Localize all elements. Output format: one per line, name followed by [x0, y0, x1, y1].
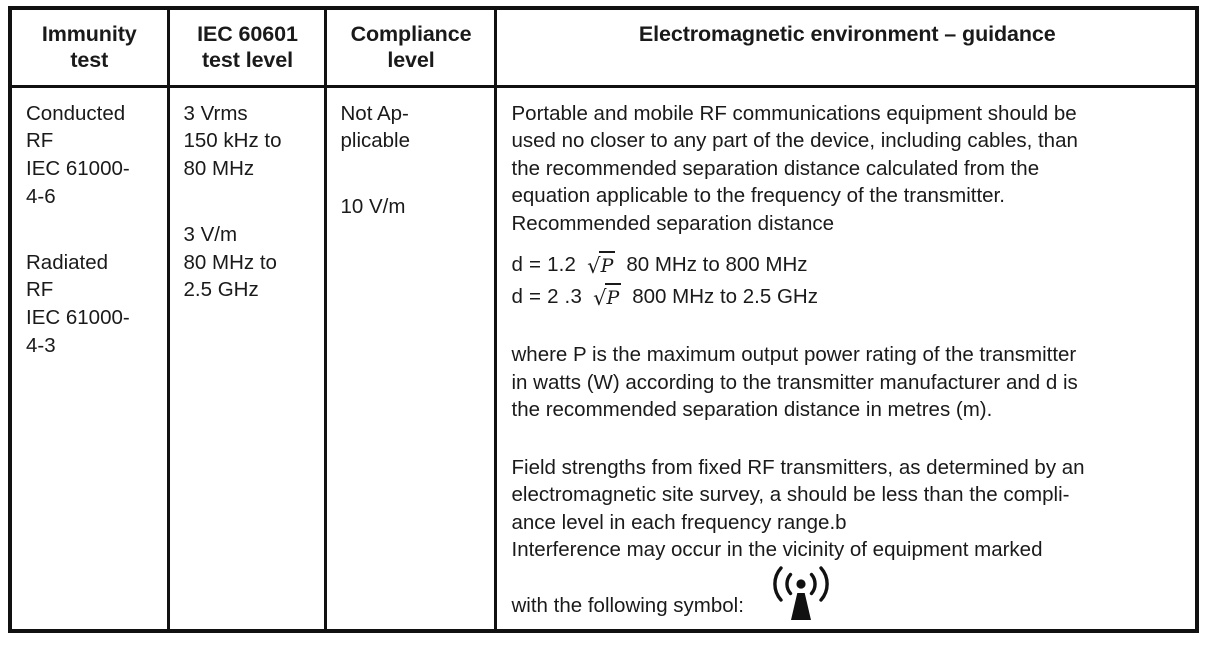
guidance-p2-line-3: the recommended separation distance in metres (m). [511, 398, 993, 422]
column-header-compliance-level [325, 8, 495, 86]
immunity-radiated-line-1: Radiated [26, 250, 109, 274]
immunity-conducted-line-3: IEC 61000- [26, 157, 130, 181]
test-level-radiated-block [184, 221, 318, 304]
column-header-compliance-level-line-1: Compliance [350, 22, 472, 46]
guidance-p2-line-1: where P is the maximum output power rating of the transmitter [511, 342, 1077, 366]
guidance-symbol-row [512, 564, 1186, 620]
formula-2-lhs: d = 2 .3 [511, 285, 583, 309]
emc-immunity-table [8, 6, 1199, 633]
guidance-recommended-heading: Recommended separation distance [511, 211, 834, 235]
column-header-iec-test-level [168, 8, 325, 86]
compliance-radiated-block [341, 193, 488, 221]
column-header-iec-test-level-line-2: test level [201, 48, 294, 73]
guidance-p3-line-2: electromagnetic site survey, a should be less than the compli- [511, 483, 1070, 507]
table-header-row [10, 8, 1197, 86]
guidance-paragraph-3 [512, 454, 1186, 564]
immunity-test-conducted-block [26, 100, 161, 211]
formula-1-range: 80 MHz to 800 MHz [626, 253, 808, 277]
formula-row-2 [512, 282, 1186, 314]
cell-iec-test-level [168, 86, 325, 631]
column-header-em-environment-line-1: Electromagnetic environment – guidance [638, 22, 1056, 46]
emc-immunity-table-container [8, 6, 1199, 633]
immunity-radiated-line-4: 4-3 [26, 333, 56, 357]
test-level-conducted-block [184, 100, 318, 183]
test-level-conducted-line-1: 3 Vrms [183, 101, 248, 125]
compliance-conducted-line-2: plicable [340, 129, 411, 153]
column-header-compliance-level-line-2: level [387, 48, 435, 73]
immunity-test-radiated-block [26, 249, 161, 360]
guidance-p3-line-4: Interference may occur in the vicinity of equipment marked [511, 538, 1043, 562]
immunity-conducted-line-1: Conducted [26, 101, 126, 125]
formula-1-radicand: P [600, 255, 614, 278]
immunity-radiated-line-2: RF [26, 278, 54, 302]
cell-compliance-level [325, 86, 495, 631]
column-header-iec-test-level-line-1: IEC 60601 [197, 22, 298, 46]
column-header-em-environment [495, 8, 1197, 86]
rf-radiation-icon [758, 564, 844, 626]
sqrt-icon-1: √ P [587, 252, 615, 282]
test-level-conducted-line-2: 150 kHz to [183, 129, 282, 153]
formula-2-range: 800 MHz to 2.5 GHz [632, 285, 818, 309]
table-row [10, 86, 1197, 631]
guidance-p2-line-2: in watts (W) according to the transmitter manufacturer and d is [511, 370, 1078, 394]
test-level-radiated-line-2: 80 MHz to [183, 250, 277, 274]
guidance-paragraph-1 [512, 100, 1186, 238]
immunity-radiated-line-3: IEC 61000- [26, 306, 130, 330]
table-header [10, 8, 1197, 86]
formula-2-radicand: P [606, 287, 620, 310]
sqrt-icon-2: √ P [593, 284, 621, 314]
cell-em-environment-guidance [495, 86, 1197, 631]
column-header-immunity-test-line-1: Immunity [41, 22, 137, 46]
guidance-p1-line-2: used no closer to any part of the device, including cables, than [511, 129, 1078, 153]
compliance-conducted-block [341, 100, 488, 156]
guidance-symbol-label: with the following symbol: [511, 594, 744, 618]
guidance-formulas [512, 250, 1186, 314]
immunity-conducted-line-4: 4-6 [26, 184, 56, 208]
guidance-p3-line-1: Field strengths from fixed RF transmitters, as determined by an [511, 455, 1085, 479]
test-level-radiated-line-1: 3 V/m [183, 222, 238, 246]
guidance-p1-line-4: equation applicable to the frequency of the transmitter. [511, 184, 1005, 208]
test-level-conducted-line-3: 80 MHz [183, 157, 255, 181]
column-header-immunity-test-line-2: test [70, 48, 109, 73]
formula-1-lhs: d = 1.2 [511, 253, 577, 277]
test-level-radiated-line-3: 2.5 GHz [183, 278, 259, 302]
guidance-p1-line-3: the recommended separation distance calculated from the [511, 156, 1040, 180]
guidance-paragraph-2 [512, 341, 1186, 424]
formula-row-1 [512, 250, 1186, 282]
column-header-immunity-test [10, 8, 168, 86]
guidance-p1-line-1: Portable and mobile RF communications equipment should be [511, 101, 1077, 125]
table-body [10, 86, 1197, 631]
immunity-conducted-line-2: RF [26, 129, 54, 153]
guidance-p3-line-3: ance level in each frequency range.b [511, 510, 847, 534]
compliance-conducted-line-1: Not Ap- [340, 101, 409, 125]
compliance-radiated-line-1: 10 V/m [340, 195, 406, 219]
cell-immunity-test [10, 86, 168, 631]
